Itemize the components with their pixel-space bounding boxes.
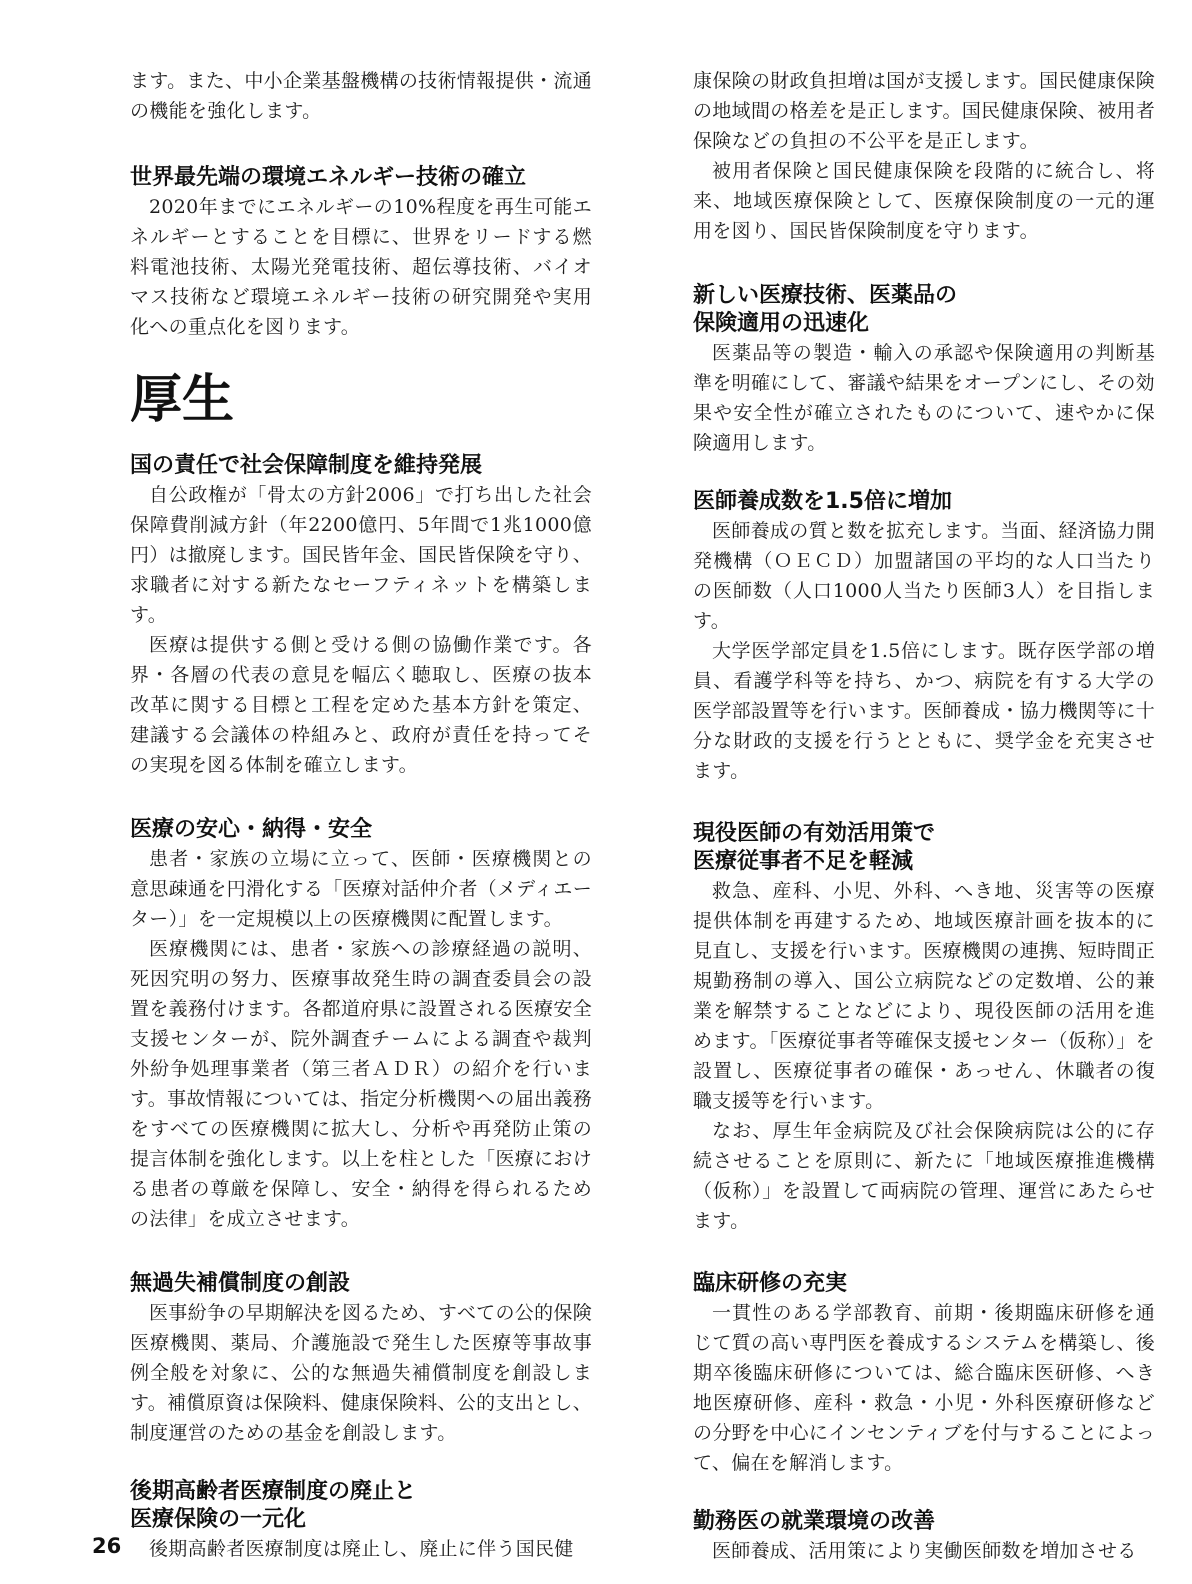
section-title: 厚生 [130, 370, 235, 430]
integration-paragraph: 被用者保険と国民健康保険を段階的に統合し、将来、地域医療保険として、医療保険制度の一元的運用を図り、国民皆保険制度を守ります。 [693, 160, 1155, 242]
social-security-heading: 国の責任で社会保障制度を維持発展 [130, 453, 483, 478]
doctor-training-paragraph-1: 医師養成の質と数を拡充します。当面、経済協力開発機構（ＯＥＣＤ）加盟諸国の平均的な人口当たりの医師数（人口1000人当たり医師3人）を目指します。 [693, 520, 1155, 632]
no-fault-heading: 無過失補償制度の創設 [130, 1271, 351, 1296]
work-env-paragraph: 医師養成、活用策により実働医師数を増加させる [712, 1540, 1137, 1562]
page-number: 26 [92, 1534, 122, 1558]
energy-paragraph: 2020年までにエネルギーの10%程度を再生可能エネルギーとすることを目標に、世界をリードする燃料電池技術、太陽光発電技術、超伝導技術、バイオマス技術など環境エネルギー技術の研究開発や実用化への重点化を図ります。 [130, 196, 592, 338]
work-env-heading: 勤務医の就業環境の改善 [693, 1509, 936, 1534]
new-tech-heading-line-2: 保険適用の迅速化 [693, 311, 870, 336]
active-doctors-paragraph-1: 救急、産科、小児、外科、へき地、災害等の医療提供体制を再建するため、地域医療計画を抜本的に見直し、支援を行います。医療機関の連携、短時間正規勤務制の導入、国公立病院などの定数増、公的兼業を解禁することなどにより、現役医師の活用を進めます。「医療従事者等確保支援センター（仮称）」を設置し、医療従事者の確保・あっせん、休職者の復職支援等を行います。 [693, 880, 1155, 1112]
active-doctors-heading-line-2: 医療従事者不足を軽減 [693, 849, 914, 874]
active-doctors-heading [693, 820, 1155, 876]
new-tech-paragraph: 医薬品等の製造・輸入の承認や保険適用の判断基準を明確にして、審議や結果をオープンにし、その効果や安全性が確立されたものについて、速やかに保険適用します。 [693, 342, 1155, 454]
clinical-training-paragraph: 一貫性のある学部教育、前期・後期臨床研修を通じて質の高い専門医を養成するシステムを構築し、後期卒後臨床研修については、総合臨床医研修、へき地医療研修、産科・救急・小児・外科医療研修などの分野を中心にインセンティブを付与することによって、偏在を解消します。 [693, 1302, 1155, 1474]
social-security-paragraph-1: 自公政権が「骨太の方針2006」で打ち出した社会保障費削減方針（年2200億円、5年間で1兆1000億円）は撤廃します。国民皆年金、国民皆保険を守り、求職者に対する新たなセーフティネットを構築します。 [130, 484, 592, 626]
right-column [693, 66, 1155, 1566]
clinical-training-heading: 臨床研修の充実 [693, 1271, 848, 1296]
new-tech-heading-line-1: 新しい医療技術、医薬品の [693, 283, 958, 308]
elderly-heading-line-1: 後期高齢者医療制度の廃止と [130, 1479, 417, 1504]
continued-paragraph: 康保険の財政負担増は国が支援します。国民健康保険の地域間の格差を是正します。国民健康保険、被用者保険などの負担の不公平を是正します。 [693, 70, 1155, 152]
new-tech-heading [693, 282, 1155, 338]
social-security-paragraph-2: 医療は提供する側と受ける側の協働作業です。各界・各層の代表の意見を幅広く聴取し、医療の抜本改革に関する目標と工程を定めた基本方針を策定、建議する会議体の枠組みと、政府が責任を持ってその実現を図る体制を確立します。 [130, 634, 592, 776]
elderly-paragraph: 後期高齢者医療制度は廃止し、廃止に伴う国民健 [149, 1538, 574, 1560]
intro-paragraph: ます。また、中小企業基盤機構の技術情報提供・流通の機能を強化します。 [130, 70, 592, 122]
elderly-heading [130, 1478, 592, 1534]
medical-safety-paragraph-1: 患者・家族の立場に立って、医師・医療機関との意思疎通を円滑化する「医療対話仲介者（メディエーター）」を一定規模以上の医療機関に配置します。 [130, 848, 592, 930]
medical-safety-paragraph-2: 医療機関には、患者・家族への診療経過の説明、死因究明の努力、医療事故発生時の調査委員会の設置を義務付けます。各都道府県に設置される医療安全支援センターが、院外調査チームによる調査や裁判外紛争処理事業者（第三者ＡＤＲ）の紹介を行います。事故情報については、指定分析機関への届出義務をすべての医療機関に拡大し、分析や再発防止策の提言体制を強化します。以上を柱とした「医療における患者の尊厳を保障し、安全・納得を得られるための法律」を成立させます。 [130, 938, 592, 1230]
no-fault-paragraph: 医事紛争の早期解決を図るため、すべての公的保険医療機関、薬局、介護施設で発生した医療等事故事例全般を対象に、公的な無過失補償制度を創設します。補償原資は保険料、健康保険料、公的支出とし、制度運営のための基金を創設します。 [130, 1302, 592, 1444]
doctor-training-paragraph-2: 大学医学部定員を1.5倍にします。既存医学部の増員、看護学科等を持ち、かつ、病院を有する大学の医学部設置等を行います。医師養成・協力機関等に十分な財政的支援を行うとともに、奨学金を充実させます。 [693, 640, 1155, 782]
elderly-heading-line-2: 医療保険の一元化 [130, 1507, 307, 1532]
doctor-training-heading: 医師養成数を1.5倍に増加 [693, 489, 952, 514]
medical-safety-heading: 医療の安心・納得・安全 [130, 817, 373, 842]
active-doctors-paragraph-2: なお、厚生年金病院及び社会保険病院は公的に存続させることを原則に、新たに「地域医療推進機構（仮称）」を設置して両病院の管理、運営にあたらせます。 [693, 1120, 1155, 1232]
active-doctors-heading-line-1: 現役医師の有効活用策で [693, 821, 936, 846]
energy-heading: 世界最先端の環境エネルギー技術の確立 [130, 165, 527, 190]
left-column [130, 66, 592, 1564]
